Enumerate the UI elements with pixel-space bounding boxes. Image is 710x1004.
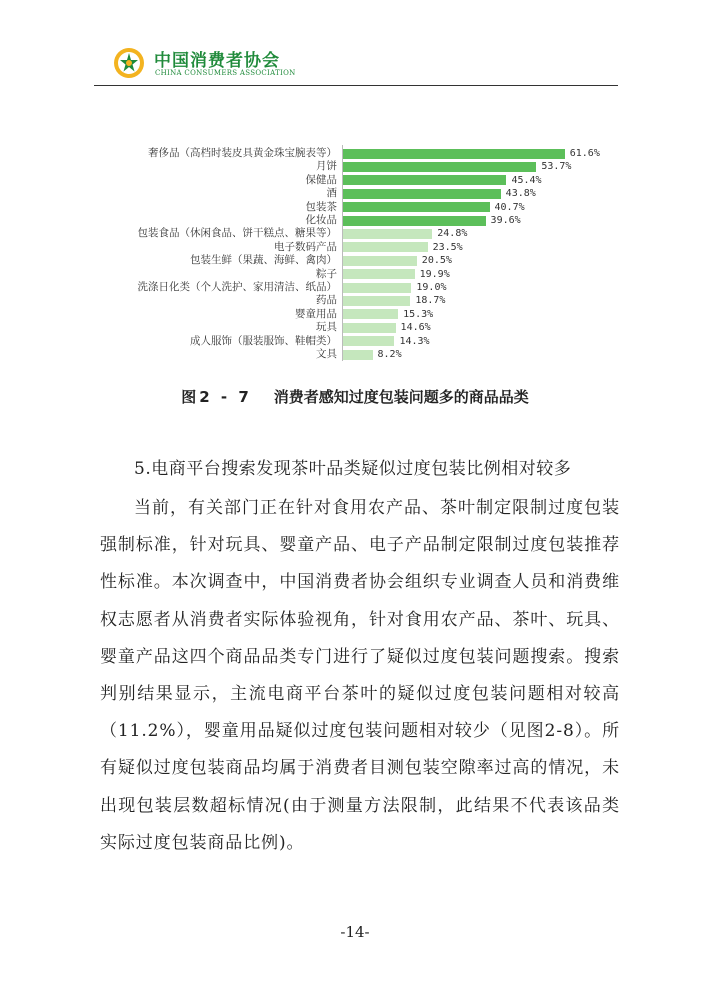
page-header	[112, 42, 632, 86]
chart-category-label: 电子数码产品	[274, 240, 337, 253]
chart-bar	[343, 323, 396, 333]
chart-value-label: 20.5%	[421, 255, 452, 267]
header-divider	[94, 85, 618, 86]
page-number: -14-	[340, 923, 370, 941]
chart-value-label: 15.3%	[403, 308, 434, 320]
chart-value-label: 23.5%	[432, 241, 463, 253]
chart-category-label: 玩具	[316, 321, 337, 334]
chart-category-label: 包装生鲜（果蔬、海鲜、禽肉）	[190, 254, 337, 267]
chart-value-label: 18.7%	[415, 295, 446, 307]
chart-category-label: 包装茶	[305, 200, 337, 213]
chart-value-label: 61.6%	[569, 148, 600, 159]
chart-bar	[343, 229, 432, 239]
chart-value-label: 19.0%	[416, 282, 447, 293]
bar-chart	[0, 140, 710, 370]
chart-category-label: 婴童用品	[295, 307, 337, 320]
chart-category-label: 酒	[326, 187, 337, 200]
chart-bar	[343, 283, 411, 293]
chart-bar	[343, 149, 565, 159]
chart-bar	[343, 216, 486, 226]
figure-caption	[0, 386, 710, 407]
chart-category-label: 包装食品（休闲食品、饼干糕点、糖果等）	[137, 227, 337, 240]
chart-value-label: 39.6%	[490, 215, 521, 226]
chart-bar	[343, 175, 506, 185]
chart-category-label: 成人服饰（服装服饰、鞋帽类）	[190, 334, 337, 347]
chart-bar	[343, 336, 394, 346]
chart-bar	[343, 242, 428, 252]
chart-category-label: 化妆品	[305, 214, 337, 226]
chart-value-label: 14.3%	[399, 335, 430, 347]
chart-bar	[343, 350, 373, 360]
chart-category-label: 药品	[316, 294, 337, 307]
chart-bar	[343, 309, 398, 319]
org-name-cn: 中国消费者协会	[154, 51, 280, 71]
chart-value-label: 8.2%	[377, 349, 402, 360]
body-paragraph: 当前，有关部门正在针对食用农产品、茶叶制定限制过度包装强制标准，针对玩具、婴童产品、电子产品制定限制过度包装推荐性标准。本次调查中，中国消费者协会组织专业调查人员和消费维权志愿者从消费者实际体验视角，针对食用农产品、茶叶、玩具、婴童产品这四个商品品类专门进行了疑似过度包装问题搜索。搜索判别结果显示，主流电商平台茶叶的疑似过度包装问题相对较高（11.2%），婴童用品疑似过度包装问题相对较少（见图2-8）。所有疑似过度包装商品均属于消费者目测包装空隙率过高的情况，未出现包装层数超标情况(由于测量方法限制，此结果不代表该品类实际过度包装商品比例)。	[100, 498, 620, 853]
chart-value-label: 53.7%	[541, 161, 572, 173]
chart-category-label: 月饼	[316, 160, 337, 173]
section-heading: 5.电商平台搜索发现茶叶品类疑似过度包装比例相对较多	[134, 459, 572, 479]
chart-bar	[343, 189, 501, 199]
chart-bar	[343, 256, 417, 266]
figure-title: 消费者感知过度包装问题多的商品品类	[273, 388, 529, 406]
chart-value-label: 40.7%	[494, 201, 525, 213]
chart-category-label: 文具	[316, 348, 337, 360]
chart-value-label: 43.8%	[505, 188, 536, 200]
chart-bar	[343, 269, 415, 279]
chart-category-label: 洗涤日化类（个人洗护、家用清洁、纸品）	[137, 281, 337, 293]
chart-value-label: 45.4%	[511, 174, 542, 186]
chart-bar	[343, 202, 490, 212]
chart-bar	[343, 162, 536, 172]
chart-category-label: 奢侈品（高档时装皮具黄金珠宝腕表等）	[148, 147, 337, 159]
consumer-association-emblem-icon	[112, 46, 146, 80]
chart-bar	[343, 296, 410, 306]
chart-category-label: 粽子	[316, 267, 337, 280]
org-name-en: CHINA CONSUMERS ASSOCIATION	[155, 69, 296, 77]
figure-number: 图2 - 7	[181, 388, 252, 406]
chart-value-label: 19.9%	[419, 268, 450, 280]
chart-value-label: 14.6%	[400, 322, 431, 334]
chart-value-label: 24.8%	[437, 228, 468, 240]
chart-category-label: 保健品	[305, 173, 337, 186]
